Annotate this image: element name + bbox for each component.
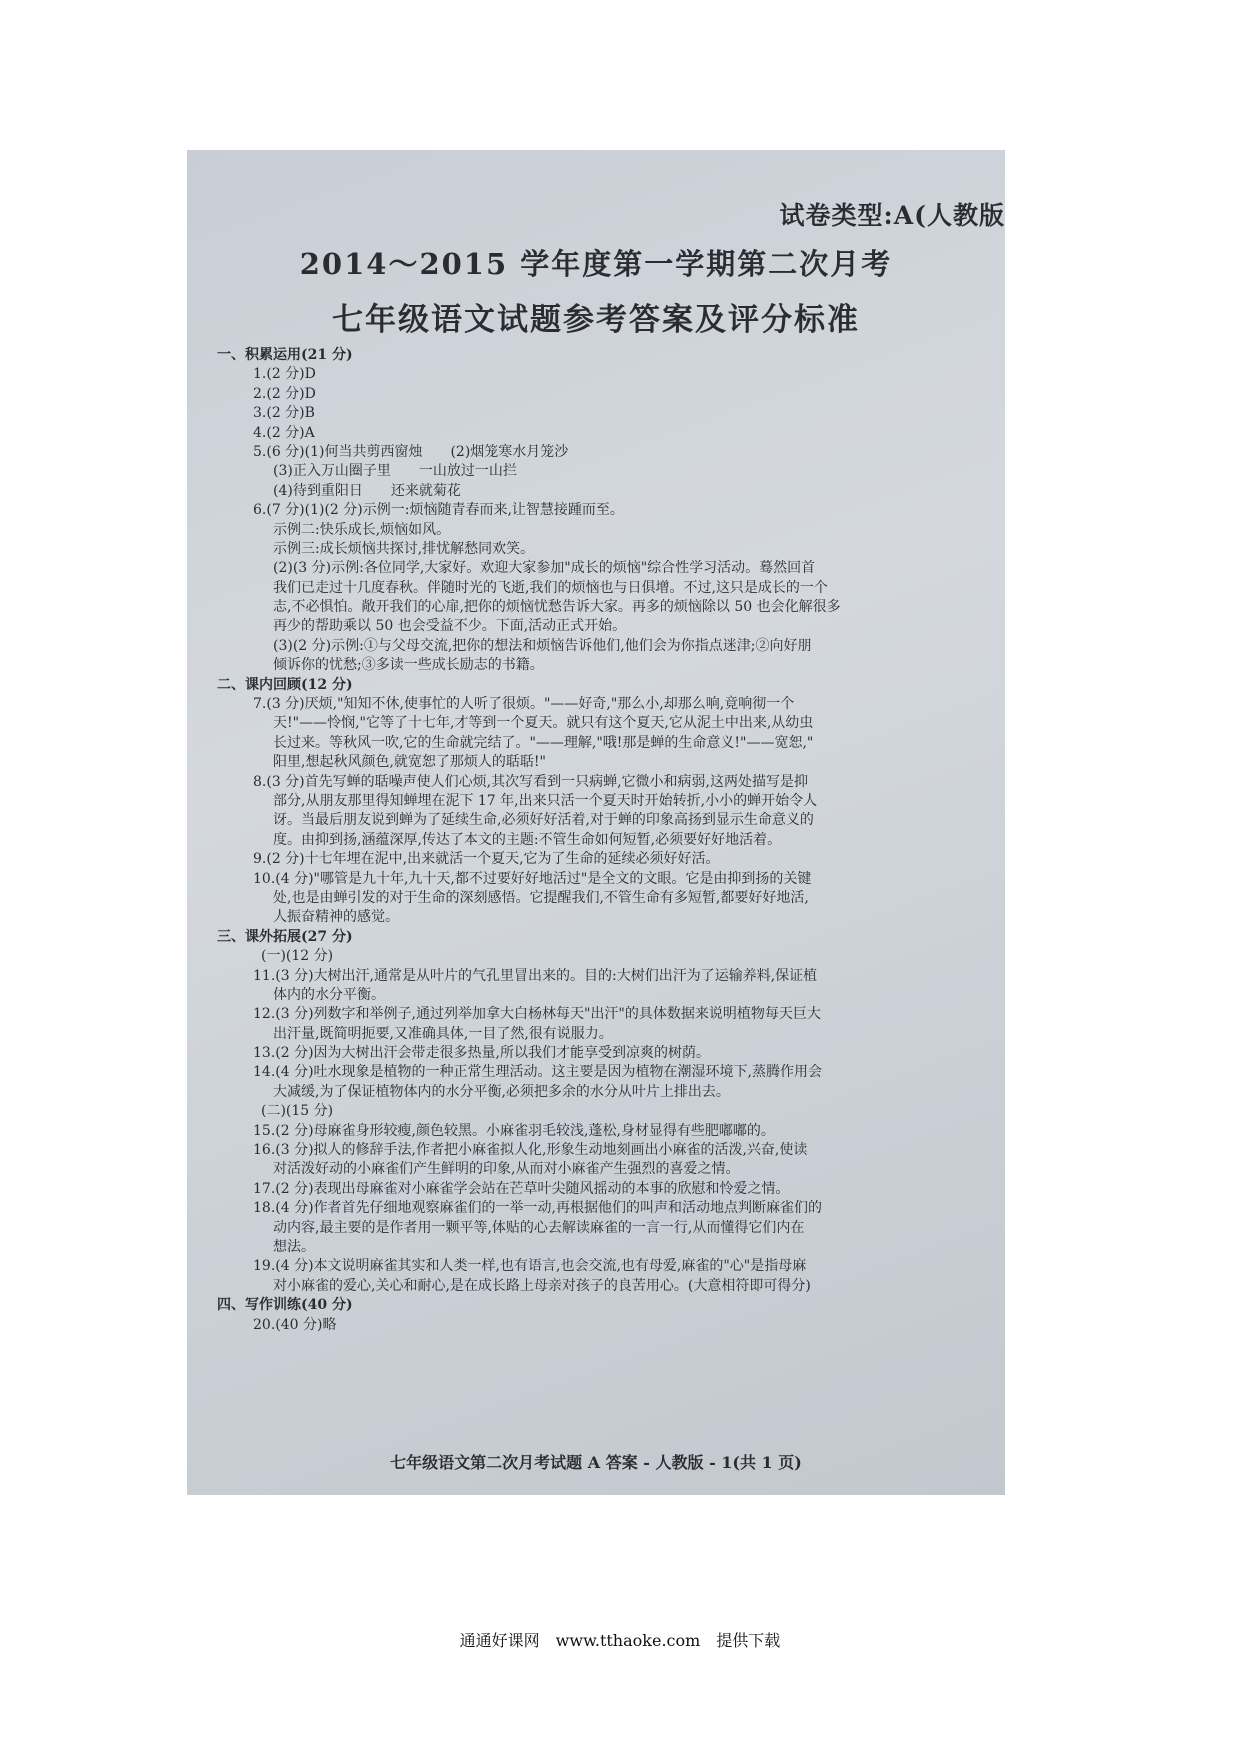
answer-line: 大减缓,为了保证植物体内的水分平衡,必须把多余的水分从叶片上排出去。 [273, 1083, 730, 1100]
section-heading: 二、课内回顾(12 分) [217, 676, 353, 693]
answer-line: 度。由抑到扬,涵蕴深厚,传达了本文的主题:不管生命如何短暂,必须要好好地活着。 [273, 831, 782, 848]
answer-line: 5.(6 分)(1)何当共剪西窗烛 (2)烟笼寒水月笼沙 [253, 443, 569, 460]
exam-title: 2014～2015 学年度第一学期第二次月考 [299, 247, 893, 281]
answer-line: 20.(40 分)略 [253, 1316, 337, 1333]
answer-line: 处,也是由蝉引发的对于生命的深刻感悟。它提醒我们,不管生命有多短暂,都要好好地活, [273, 889, 809, 906]
answer-line: 示例三:成长烦恼共探讨,排忧解愁同欢笑。 [273, 540, 535, 557]
scanned-answer-sheet-photo [187, 150, 1005, 1495]
section-heading: 四、写作训练(40 分) [217, 1297, 353, 1314]
answer-line: 志,不必惧怕。敞开我们的心扉,把你的烦恼忧愁告诉大家。再多的烦恼除以 50 也会化解很多 [273, 599, 841, 616]
answer-line: 讶。当最后朋友说到蝉为了延续生命,必须好好活着,对于蝉的印象高扬到显示生命意义的 [273, 812, 814, 829]
answer-line: (2)(3 分)示例:各位同学,大家好。欢迎大家参加"成长的烦恼"综合性学习活动。蓦然回首 [273, 560, 816, 577]
exam-subtitle: 七年级语文试题参考答案及评分标准 [332, 302, 860, 338]
answer-line: 9.(2 分)十七年埋在泥中,出来就活一个夏天,它为了生命的延续必须好好活。 [253, 851, 720, 868]
sheet-footer: 七年级语文第二次月考试题 A 答案 - 人教版 - 1(共 1 页) [390, 1453, 802, 1472]
answer-line: 3.(2 分)B [253, 405, 315, 422]
answer-line: 阳里,想起秋风颜色,就宽恕了那烦人的聒聒!" [273, 754, 546, 771]
answer-line: 动内容,最主要的是作者用一颗平等,体贴的心去解读麻雀的一言一行,从而懂得它们内在 [273, 1219, 805, 1236]
section-heading: 三、课外拓展(27 分) [217, 928, 353, 945]
section-heading: 一、积累运用(21 分) [217, 347, 353, 363]
answer-line: 天!"——怜悯,"它等了十七年,才等到一个夏天。就只有这个夏天,它从泥土中出来,从幼虫 [273, 715, 814, 732]
answer-line: 人振奋精神的感觉。 [273, 909, 399, 926]
answer-line: 倾诉你的忧愁;③多读一些成长励志的书籍。 [273, 657, 544, 674]
download-credit: 通通好课网 www.tthaoke.com 提供下载 [459, 1631, 781, 1650]
answer-line: 出汗量,既简明扼要,又准确具体,一目了然,很有说服力。 [273, 1025, 613, 1042]
answer-body [217, 346, 1005, 1335]
answer-line: 我们已走过十几度春秋。伴随时光的飞逝,我们的烦恼也与日俱增。不过,这只是成长的一个 [273, 579, 828, 596]
answer-line: (二)(15 分) [261, 1103, 334, 1120]
answer-line: 19.(4 分)本文说明麻雀其实和人类一样,也有语言,也会交流,也有母爱,麻雀的"心"是指母麻 [253, 1258, 807, 1275]
answer-line: 15.(2 分)母麻雀身形较瘦,颜色较黑。小麻雀羽毛较浅,蓬松,身材显得有些肥嘟嘟的。 [253, 1122, 775, 1139]
answer-line: 再少的帮助乘以 50 也会受益不少。下面,活动正式开始。 [273, 618, 627, 635]
answer-line: 4.(2 分)A [253, 424, 315, 441]
answer-line: 6.(7 分)(1)(2 分)示例一:烦恼随青春而来,让智慧接踵而至。 [253, 502, 624, 519]
answer-line: 7.(3 分)厌烦,"知知不休,使事忙的人听了很烦。"——好奇,"那么小,却那么响,竟响彻一个 [253, 696, 795, 713]
answer-line: (一)(12 分) [261, 948, 334, 965]
answer-line: (3)(2 分)示例:①与父母交流,把你的想法和烦恼告诉他们,他们会为你指点迷津;②向好朋 [273, 637, 812, 654]
answer-line: 长过来。等秋风一吹,它的生命就完结了。"——理解,"哦!那是蝉的生命意义!"——宽恕," [273, 734, 814, 751]
answer-line: 14.(4 分)吐水现象是植物的一种正常生理活动。这主要是因为植物在潮湿环境下,蒸腾作用会 [253, 1064, 822, 1081]
answer-line: 18.(4 分)作者首先仔细地观察麻雀们的一举一动,再根据他们的叫声和活动地点判断麻雀们的 [253, 1200, 822, 1217]
answer-line: 11.(3 分)大树出汗,通常是从叶片的气孔里冒出来的。目的:大树们出汗为了运输养料,保证植 [253, 967, 818, 984]
answer-line: 2.(2 分)D [253, 385, 316, 402]
answer-line: 8.(3 分)首先写蝉的聒噪声使人们心烦,其次写看到一只病蝉,它微小和病弱,这两处描写是抑 [253, 773, 808, 790]
answer-line: 1.(2 分)D [253, 366, 316, 383]
answer-line: 12.(3 分)列数字和举例子,通过列举加拿大白杨林每天"出汗"的具体数据来说明植物每天巨大 [253, 1006, 821, 1023]
paper-type-label: 试卷类型:A(人教版 [779, 201, 1005, 230]
answer-line: (3)正入万山圈子里 一山放过一山拦 [273, 463, 517, 480]
answer-line: 对活泼好动的小麻雀们产生鲜明的印象,从而对小麻雀产生强烈的喜爱之情。 [273, 1161, 740, 1178]
answer-line: 对小麻雀的爱心,关心和耐心,是在成长路上母亲对孩子的良苦用心。(大意相符即可得分) [273, 1277, 811, 1294]
answer-line: 体内的水分平衡。 [273, 986, 385, 1003]
answer-line: 部分,从朋友那里得知蝉埋在泥下 17 年,出来只活一个夏天时开始转折,小小的蝉开始令人 [273, 792, 818, 809]
answer-line: 示例二:快乐成长,烦恼如风。 [273, 521, 451, 538]
answer-line: 想法。 [273, 1238, 315, 1255]
answer-line: (4)待到重阳日 还来就菊花 [273, 482, 461, 499]
answer-line: 10.(4 分)"哪管是九十年,九十天,都不过要好好地活过"是全文的文眼。它是由抑到扬的关键 [253, 870, 812, 887]
answer-line: 17.(2 分)表现出母麻雀对小麻雀学会站在芒草叶尖随风摇动的本事的欣慰和怜爱之情。 [253, 1180, 790, 1197]
answer-line: 16.(3 分)拟人的修辞手法,作者把小麻雀拟人化,形象生动地刻画出小麻雀的活泼,兴奋,使读 [253, 1142, 808, 1159]
answer-line: 13.(2 分)因为大树出汗会带走很多热量,所以我们才能享受到凉爽的树荫。 [253, 1045, 710, 1062]
